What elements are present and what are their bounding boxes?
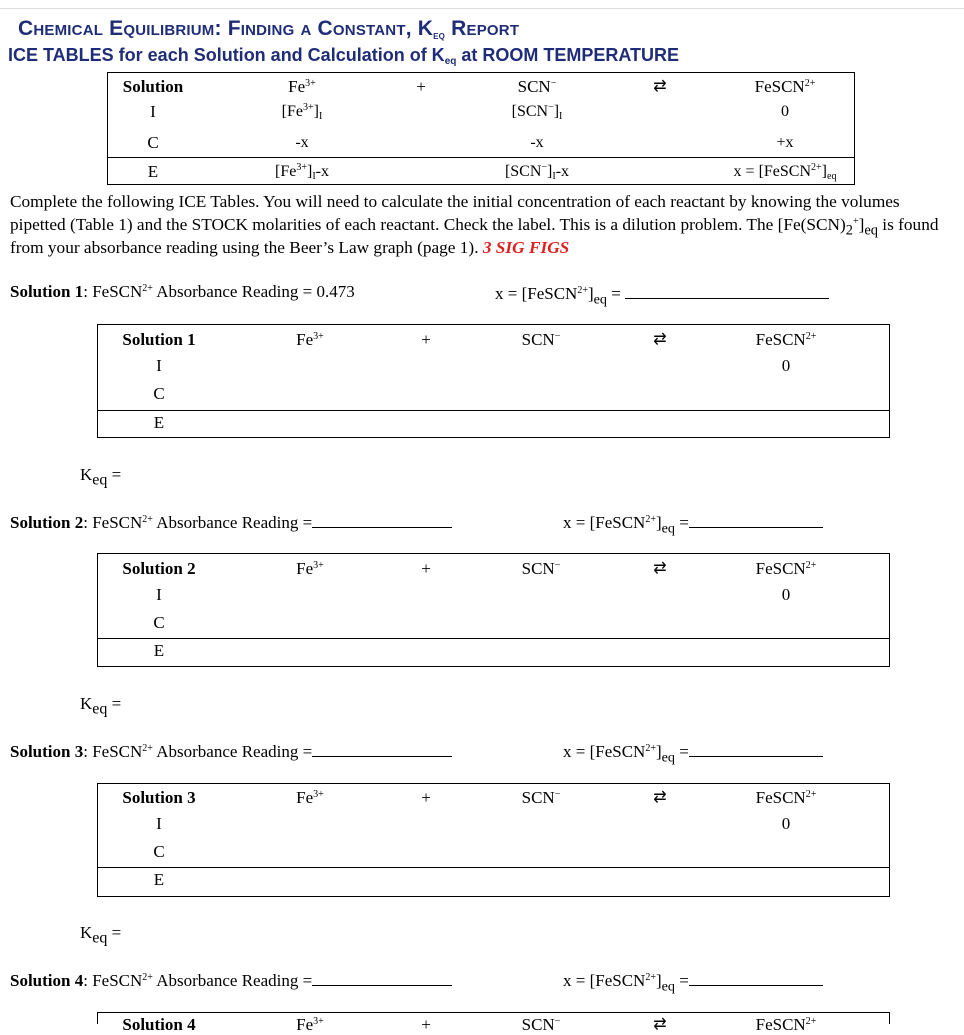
sig-figs-note: 3 SIG FIGS bbox=[482, 238, 570, 257]
solution-1-arrow-icon: ⇄ bbox=[653, 331, 667, 348]
solution-4-col-plus: + bbox=[421, 1015, 431, 1034]
solution-1-col-plus: + bbox=[421, 330, 431, 349]
solution-1-col-scn: SCN− bbox=[521, 330, 561, 349]
solution-3-col-product: FeSCN$^{2+}$ bbox=[755, 788, 817, 807]
solution-1-table-divider bbox=[97, 410, 890, 411]
solution-4-absorbance: Solution 4: FeSCN$^{2+}$ Absorbance Reading = bbox=[10, 969, 452, 991]
general-col-product: FeSCN$^{2+}$ bbox=[754, 77, 816, 96]
solution-2-row-e: E bbox=[153, 641, 165, 660]
solution-3-x-blank[interactable] bbox=[689, 740, 823, 757]
solution-2-col-plus: + bbox=[421, 559, 431, 578]
solution-3-absorbance: Solution 3: FeSCN$^{2+}$ Absorbance Reading = bbox=[10, 740, 452, 762]
equilibrium-arrow-icon: ⇄ bbox=[653, 78, 667, 95]
solution-4-arrow-icon: ⇄ bbox=[653, 1016, 667, 1033]
solution-2-col-product: FeSCN$^{2+}$ bbox=[755, 559, 817, 578]
solution-2-x-blank[interactable] bbox=[689, 511, 823, 528]
general-row-c-scn: -x bbox=[530, 134, 544, 151]
solution-3-row-c: C bbox=[153, 842, 165, 861]
general-col-fe: $Fe^{3+}$ bbox=[288, 77, 316, 96]
solution-1-row-i: I bbox=[156, 356, 162, 375]
solution-1-keq: $K_{eq}$ = bbox=[80, 465, 122, 489]
solution-1-x-line: $x = [FeSCN^{2+}]_{eq}$ = bbox=[495, 282, 829, 304]
solution-3-product-initial: 0 bbox=[781, 814, 791, 833]
solution-2-absorbance: Solution 2: FeSCN$^{2+}$ Absorbance Reading = bbox=[10, 511, 452, 533]
solution-4-x-blank[interactable] bbox=[689, 969, 823, 986]
general-row-e-scn: $[SCN^-]_I-x$ bbox=[504, 162, 570, 182]
solution-2-col-fe: $Fe^{3+}$ bbox=[296, 559, 324, 578]
general-table-divider bbox=[107, 157, 855, 158]
solution-2-table-divider bbox=[97, 638, 890, 639]
page-title: Chemical Equilibrium: Finding a Constant, Keq Report bbox=[18, 17, 520, 42]
general-row-e-label: E bbox=[147, 162, 159, 181]
solution-4-col-fe: $Fe^{3+}$ bbox=[296, 1015, 324, 1034]
solution-3-arrow-icon: ⇄ bbox=[653, 789, 667, 806]
solution-2-col-scn: SCN− bbox=[521, 559, 561, 578]
solution-3-table-divider bbox=[97, 867, 890, 868]
general-row-c-fe: -x bbox=[295, 134, 309, 151]
solution-4-reading-blank[interactable] bbox=[312, 969, 452, 986]
solution-2-keq: $K_{eq}$ = bbox=[80, 694, 122, 718]
solution-3-reading-blank[interactable] bbox=[312, 740, 452, 757]
solution-2-product-initial: 0 bbox=[781, 585, 791, 604]
general-col-plus: + bbox=[416, 77, 426, 96]
general-col-scn: SCN− bbox=[517, 77, 557, 96]
solution-3-row-i: I bbox=[156, 814, 162, 833]
general-row-i-label: I bbox=[150, 102, 156, 121]
solution-4-col-scn: SCN− bbox=[521, 1015, 561, 1034]
solution-2-row-i: I bbox=[156, 585, 162, 604]
general-row-i-product: 0 bbox=[781, 103, 789, 120]
solution-1-row-e: E bbox=[153, 413, 165, 432]
solution-1-col-product: FeSCN$^{2+}$ bbox=[755, 330, 817, 349]
solution-1-absorbance: Solution 1: FeSCN$^{2+}$ Absorbance Reading = 0.473 bbox=[10, 282, 355, 301]
page-subtitle: ICE TABLES for each Solution and Calculation of $K_{eq}$ at ROOM TEMPERATURE bbox=[8, 45, 680, 67]
general-col-solution: Solution bbox=[122, 77, 184, 96]
solution-2-row-c: C bbox=[153, 613, 165, 632]
solution-3-table-label: Solution 3 bbox=[122, 788, 196, 807]
solution-3-col-scn: SCN− bbox=[521, 788, 561, 807]
solution-3-col-fe: $Fe^{3+}$ bbox=[296, 788, 324, 807]
solution-1-row-c: C bbox=[153, 384, 165, 403]
solution-4-x-line: $x = [FeSCN^{2+}]_{eq}$ = bbox=[563, 969, 823, 991]
solution-2-x-line: $x = [FeSCN^{2+}]_{eq}$ = bbox=[563, 511, 823, 533]
solution-3-col-plus: + bbox=[421, 788, 431, 807]
solution-1-col-fe: $Fe^{3+}$ bbox=[296, 330, 324, 349]
general-row-e-product: $x = [FeSCN^{2+}]_{eq}$ bbox=[733, 162, 837, 182]
solution-2-table-label: Solution 2 bbox=[122, 559, 196, 578]
instructions-paragraph: Complete the following ICE Tables. You will need to calculate the initial concentration of each reactant by knowing the volumes pipetted (Table 1) and the STOCK molarities of each reactant. Check the label. This is a dilution problem. The $[Fe(SCN)_2^+]_{eq}$ is found from your absorbance reading using the Beer’s Law graph (page 1). 3 SIG FIGS bbox=[10, 192, 939, 257]
solution-3-keq: $K_{eq}$ = bbox=[80, 923, 122, 947]
solution-1-reading-value: 0.473 bbox=[312, 282, 355, 301]
solution-4-col-product: FeSCN$^{2+}$ bbox=[755, 1015, 817, 1034]
top-divider bbox=[0, 8, 964, 9]
solution-2-arrow-icon: ⇄ bbox=[653, 560, 667, 577]
solution-1-product-initial: 0 bbox=[781, 356, 791, 375]
general-row-c-label: C bbox=[147, 133, 159, 152]
solution-2-reading-blank[interactable] bbox=[312, 511, 452, 528]
solution-1-x-blank[interactable] bbox=[625, 282, 829, 299]
solution-3-x-line: $x = [FeSCN^{2+}]_{eq}$ = bbox=[563, 740, 823, 762]
general-row-e-fe: $[Fe^{3+}]_I-x$ bbox=[275, 162, 329, 182]
solution-1-table-label: Solution 1 bbox=[122, 330, 196, 349]
general-row-i-fe: $[Fe^{3+}]_I$ bbox=[281, 102, 323, 122]
solution-4-table-label: Solution 4 bbox=[122, 1015, 196, 1034]
general-row-c-product: +x bbox=[776, 134, 794, 151]
general-row-i-scn: $[SCN^-]_I$ bbox=[511, 102, 563, 122]
solution-3-row-e: E bbox=[153, 870, 165, 889]
